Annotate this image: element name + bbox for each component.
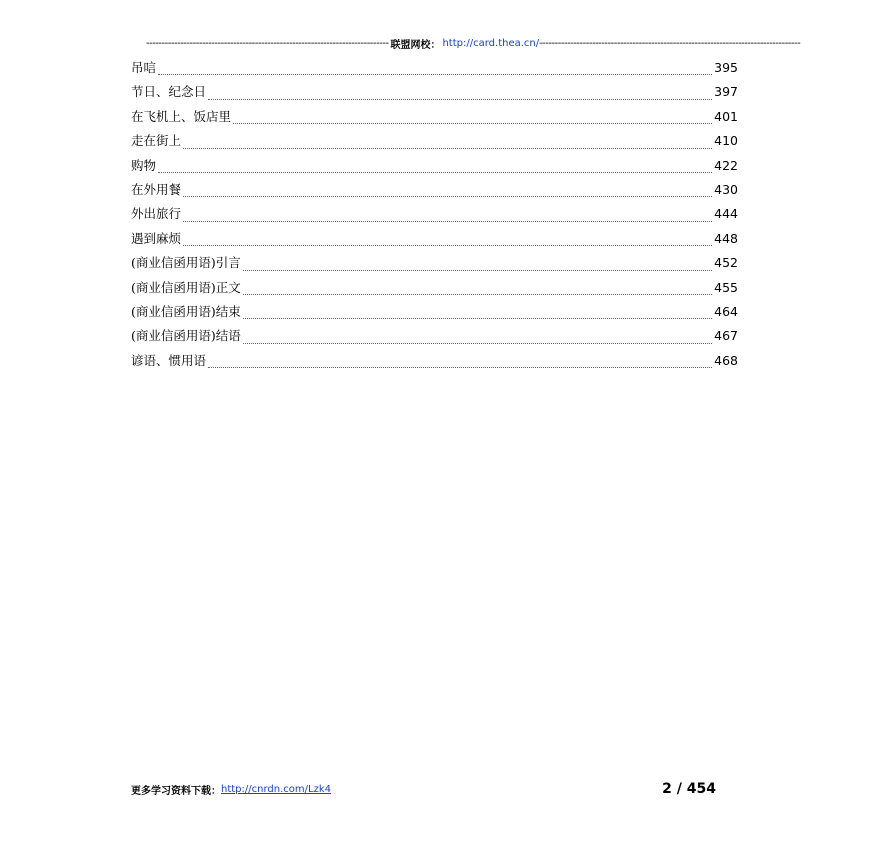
toc-entry[interactable] <box>131 204 738 228</box>
toc-entry-title: 谚语、惯用语 <box>131 352 207 368</box>
toc-entry[interactable] <box>131 156 738 180</box>
toc-entry[interactable] <box>131 131 738 155</box>
toc-leader <box>183 244 712 246</box>
table-of-contents <box>131 58 738 375</box>
toc-entry-title: (商业信函用语)结束 <box>131 303 241 319</box>
toc-entry-page: 448 <box>714 230 738 246</box>
page-header <box>146 36 801 51</box>
header-site-link[interactable]: http://card.thea.cn/ <box>442 37 540 49</box>
toc-leader <box>233 122 712 124</box>
toc-entry-page: 410 <box>714 133 738 149</box>
toc-leader <box>243 342 712 344</box>
toc-entry-page: 467 <box>714 328 738 344</box>
header-dashes-right: ------------------------------------------------------------------------------------ <box>539 37 801 49</box>
toc-entry-title: 购物 <box>131 157 157 173</box>
toc-leader <box>158 171 712 173</box>
header-site-name: 联盟网校： <box>390 39 441 51</box>
toc-entry[interactable] <box>131 326 738 350</box>
toc-entry-page: 452 <box>714 255 738 271</box>
toc-entry-page: 464 <box>714 303 738 319</box>
toc-leader <box>243 269 712 271</box>
toc-entry[interactable] <box>131 229 738 253</box>
toc-entry[interactable] <box>131 351 738 375</box>
toc-entry-page: 397 <box>714 84 738 100</box>
footer-download-label: 更多学习资料下载： <box>131 785 221 797</box>
header-dashes-left: ------------------------------------------------------------------------------ <box>146 37 389 49</box>
toc-entry-page: 401 <box>714 108 738 124</box>
toc-entry[interactable] <box>131 302 738 326</box>
toc-entry-page: 455 <box>714 279 738 295</box>
toc-entry-title: 吊唁 <box>131 60 157 75</box>
toc-entry[interactable] <box>131 58 738 82</box>
toc-entry-title: (商业信函用语)引言 <box>131 255 241 271</box>
toc-entry-title: 在外用餐 <box>131 181 182 197</box>
toc-entry[interactable] <box>131 180 738 204</box>
toc-entry[interactable] <box>131 82 738 106</box>
toc-entry-page: 430 <box>714 181 738 197</box>
toc-entry[interactable] <box>131 278 738 302</box>
toc-leader <box>208 366 712 368</box>
toc-entry-page: 444 <box>714 206 738 222</box>
toc-entry-title: 节日、纪念日 <box>131 84 207 100</box>
page-indicator: 2 / 454 <box>662 781 716 797</box>
toc-entry-title: 走在街上 <box>131 133 182 149</box>
toc-entry-title: 外出旅行 <box>131 206 182 222</box>
toc-entry-title: (商业信函用语)结语 <box>131 328 241 344</box>
toc-leader <box>183 195 712 197</box>
page-footer <box>131 780 716 798</box>
toc-leader <box>158 73 712 75</box>
toc-entry-page: 395 <box>714 60 738 75</box>
toc-entry-title: 在飞机上、饭店里 <box>131 108 232 124</box>
toc-leader <box>183 147 712 149</box>
toc-leader <box>208 98 712 100</box>
footer-download-link[interactable]: http://cnrdn.com/Lzk4 <box>221 783 331 795</box>
toc-entry[interactable] <box>131 253 738 277</box>
toc-entry-title: 遇到麻烦 <box>131 230 182 246</box>
toc-leader <box>243 317 712 319</box>
toc-entry-page: 468 <box>714 352 738 368</box>
toc-leader <box>183 220 712 222</box>
toc-entry-page: 422 <box>714 157 738 173</box>
toc-leader <box>243 293 712 295</box>
toc-entry-title: (商业信函用语)正文 <box>131 279 241 295</box>
toc-entry[interactable] <box>131 107 738 131</box>
